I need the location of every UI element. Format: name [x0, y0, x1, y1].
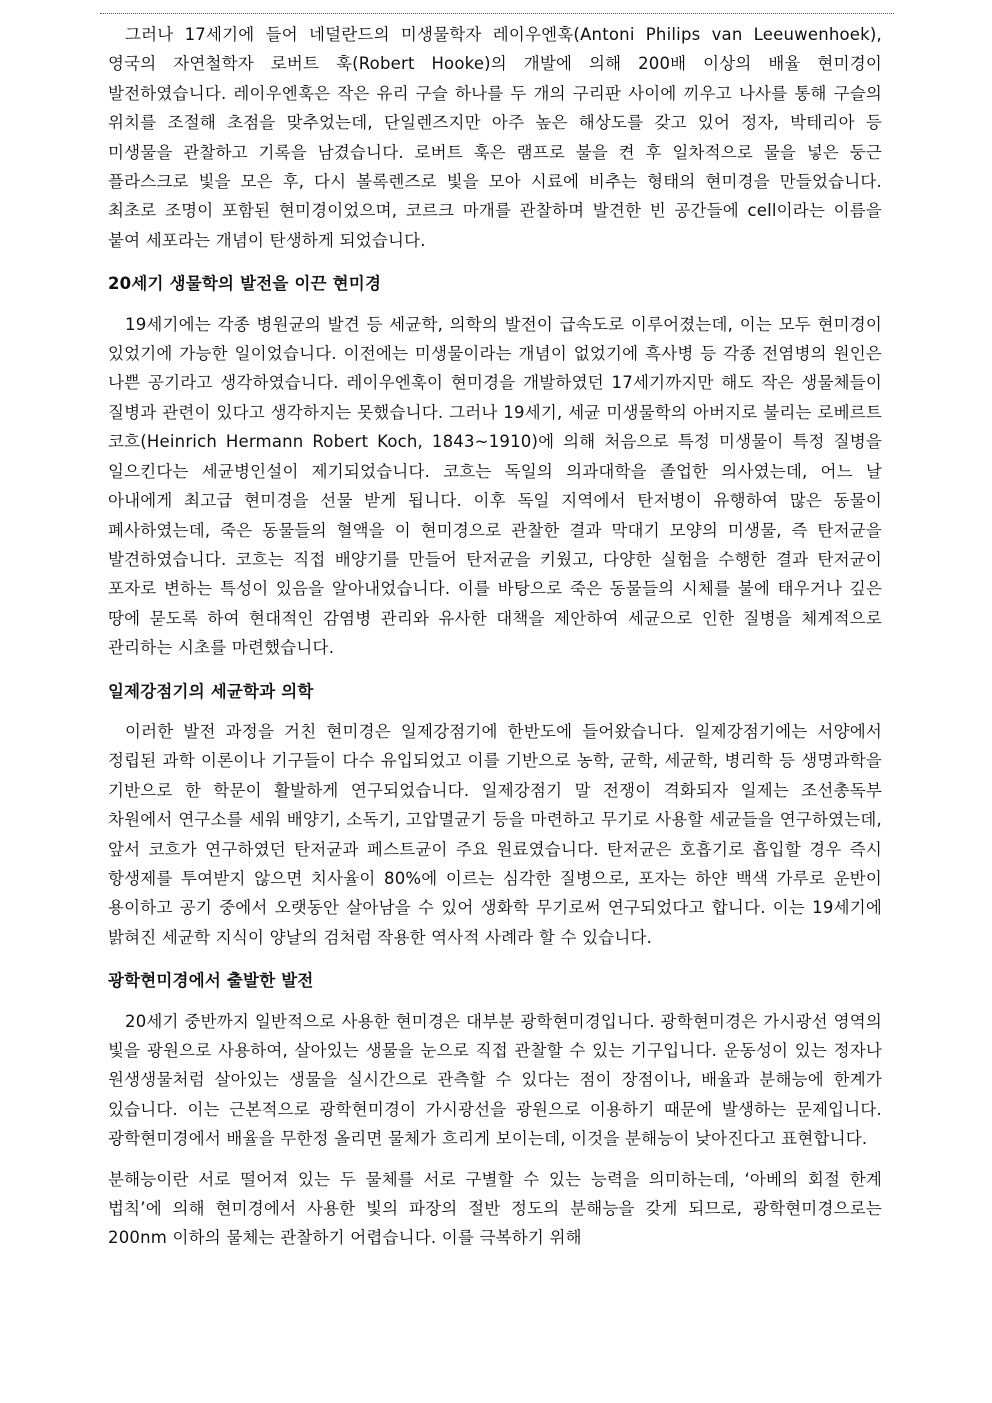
paragraph-koch-germ-theory: 19세기에는 각종 병원균의 발견 등 세균학, 의학의 발전이 급속도로 이루어졌는데, 이는 모두 현미경이 있었기에 가능한 일이었습니다. 이전에는 미생물이라는 개념이 없었기에 흑사병 등 각종 전염병의 원인은 나쁜 공기라고 생각하였습니다. 레이우엔훅이 현미경을 개발하였던 17세기까지만 해도 작은 생물체들이 질병과 관련이 있다고 생각하지는 못했습니다. 그러나 19세기, 세균 미생물학의 아버지로 불리는 로베르트 코흐(Heinrich Hermann Robert Koch, 1843~1910)에 의해 처음으로 특정 미생물이 특정 질병을 일으킨다는 세균병인설이 제기되었습니다. 코흐는 독일의 의과대학을 졸업한 의사였는데, 어느 날 아내에게 최고급 현미경을 선물 받게 됩니다. 이후 독일 지역에서 탄저병이 유행하여 많은 동물이 폐사하였는데, 죽은 동물들의 혈액을 이 현미경으로 관찰한 결과 막대기 모양의 미생물, 즉 탄저균을 발견하였습니다. 코흐는 직접 배양기를 만들어 탄저균을 키웠고, 다양한 실험을 수행한 결과 탄저균이 포자로 변하는 특성이 있음을 알아내었습니다. 이를 바탕으로 죽은 동물들의 시체를 불에 태우거나 깊은 땅에 묻도록 하여 현대적인 감염병 관리와 유사한 대책을 제안하여 세균으로 인한 질병을 체계적으로 관리하는 시초를 마련했습니다.: [108, 314, 882, 658]
paragraph-optical-microscope: 20세기 중반까지 일반적으로 사용한 현미경은 대부분 광학현미경입니다. 광학현미경은 가시광선 영역의 빛을 광원으로 사용하여, 살아있는 생물을 눈으로 직접 관찰할 수 있는 기구입니다. 운동성이 있는 정자나 원생생물처럼 살아있는 생물을 실시간으로 관측할 수 있다는 점이 장점이나, 배율과 분해능에 한계가 있습니다. 이는 근본적으로 광학현미경이 가시광선을 광원으로 이용하기 때문에 발생하는 문제입니다. 광학현미경에서 배율을 무한정 올리면 물체가 흐리게 보이는데, 이것을 분해능이 낮아진다고 표현합니다.: [108, 1011, 882, 1149]
paragraph-resolution-limit: 분해능이란 서로 떨어져 있는 두 물체를 서로 구별할 수 있는 능력을 의미하는데, ‘아베의 회절 한계 법칙’에 의해 현미경에서 사용한 빛의 파장의 절반 정도의 분해능을 갖게 되므로, 광학현미경으로는 200nm 이하의 물체는 관찰하기 어렵습니다. 이를 극복하기 위해: [108, 1169, 882, 1248]
section-heading-colonial-era-bacteriology: 일제강점기의 세균학과 의학: [108, 681, 314, 701]
section-heading-optical-microscope: 광학현미경에서 출발한 발전: [108, 971, 314, 991]
section-heading-20th-century-biology: 20세기 생물학의 발전을 이끈 현미경: [108, 274, 382, 294]
paragraph-leeuwenhoek-hooke: 그러나 17세기에 들어 네덜란드의 미생물학자 레이우엔훅(Antoni Philips van Leeuwenhoek), 영국의 자연철학자 로버트 훅(Robert Hooke)의 개발에 의해 200배 이상의 배율 현미경이 발전하였습니다. 레이우엔훅은 작은 유리 구슬 하나를 두 개의 구리판 사이에 끼우고 나사를 통해 구슬의 위치를 조절해 초점을 맞추었는데, 단일렌즈지만 아주 높은 해상도를 갖고 있어 정자, 박테리아 등 미생물을 관찰하고 기록을 남겼습니다. 로버트 훅은 램프로 불을 켠 후 일차적으로 물을 넣은 둥근 플라스크로 빛을 모은 후, 다시 볼록렌즈로 빛을 모아 시료에 비추는 형태의 현미경을 만들었습니다. 최초로 조명이 포함된 현미경이었으며, 코르크 마개를 관찰하며 발견한 빈 공간들에 cell이라는 이름을 붙여 세포라는 개념이 탄생하게 되었습니다.: [108, 25, 882, 250]
document-body: [108, 20, 882, 1253]
paragraph-colonial-era-research: 이러한 발전 과정을 거친 현미경은 일제강점기에 한반도에 들어왔습니다. 일제강점기에는 서양에서 정립된 과학 이론이나 기구들이 다수 유입되었고 이를 기반으로 농학, 균학, 세균학, 병리학 등 생명과학을 기반으로 한 학문이 활발하게 연구되었습니다. 일제강점기 말 전쟁이 격화되자 일제는 조선총독부 차원에서 연구소를 세워 배양기, 소독기, 고압멸균기 등을 마련하고 무기로 사용할 세균들을 연구하였는데, 앞서 코흐가 연구하였던 탄저균과 페스트균이 주요 원료였습니다. 탄저균은 호흡기로 흡입할 경우 즉시 항생제를 투여받지 않으면 치사율이 80%에 이르는 심각한 질병으로, 포자는 하얀 백색 가루로 운반이 용이하고 공기 중에서 오랫동안 살아남을 수 있어 생화학 무기로써 연구되었다고 합니다. 이는 19세기에 밝혀진 세균학 지식이 양날의 검처럼 작용한 역사적 사례라 할 수 있습니다.: [108, 721, 882, 947]
header-dotted-rule: [100, 13, 894, 14]
